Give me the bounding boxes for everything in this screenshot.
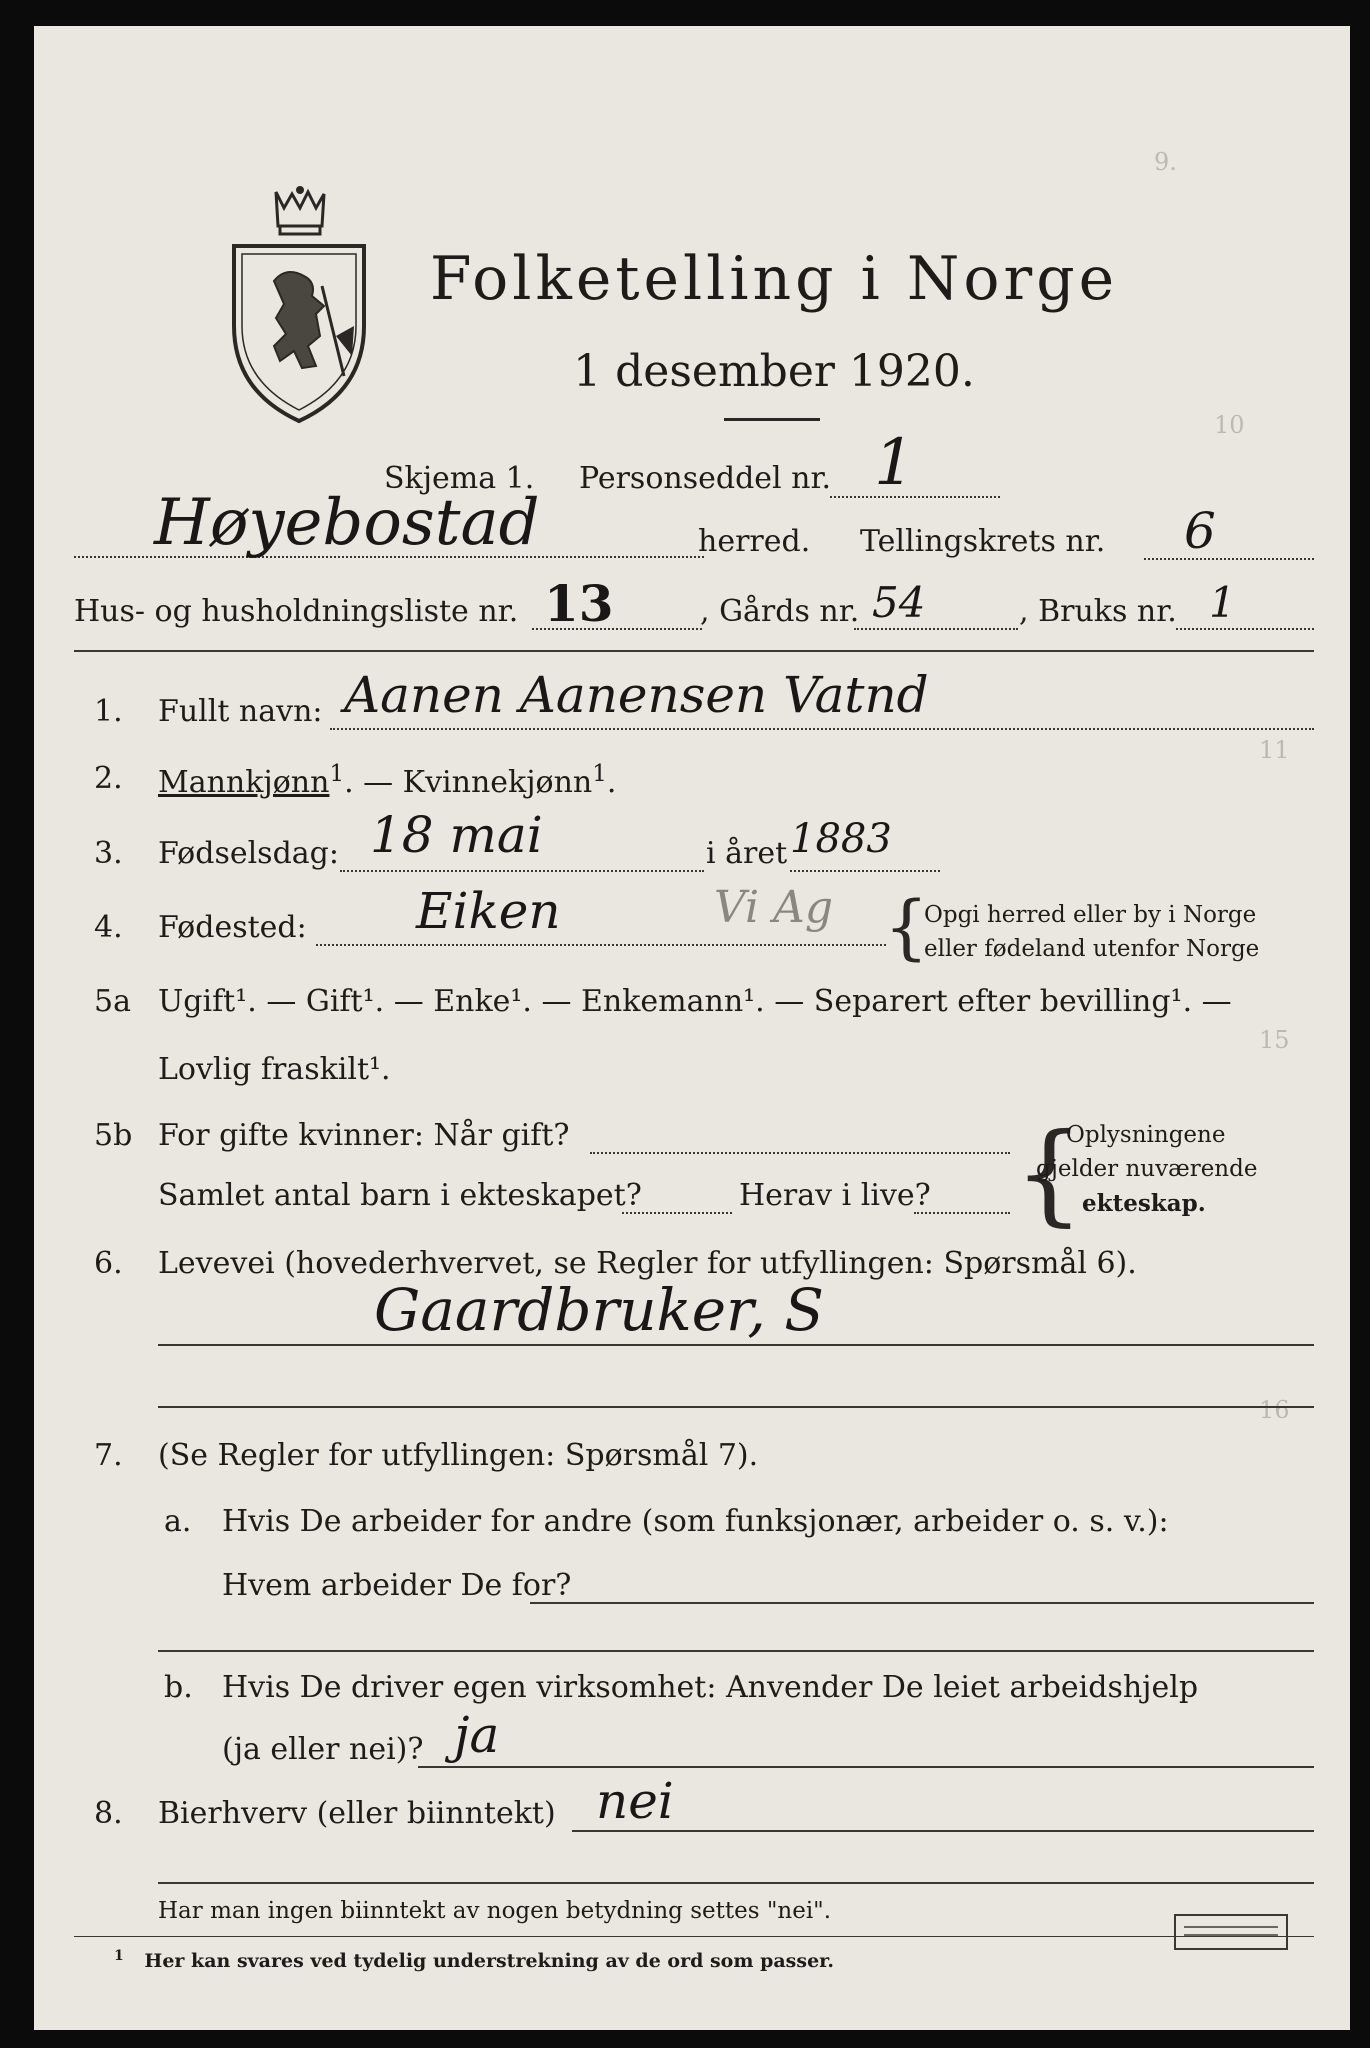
q3-year-value[interactable]: 1883 xyxy=(790,816,892,862)
q5b-when-married-field-line[interactable] xyxy=(590,1152,1010,1154)
bruks-value[interactable]: 1 xyxy=(1209,578,1236,627)
q8-field-line xyxy=(572,1830,1314,1832)
q2-options xyxy=(158,761,616,800)
q3-day-field-line xyxy=(340,870,704,872)
q4-number: 4. xyxy=(94,910,123,945)
q2-kvinnekjonn-option[interactable]: . — Kvinnekjønn xyxy=(344,765,593,800)
q8-value[interactable]: nei xyxy=(596,1772,674,1830)
bruks-field-line xyxy=(1176,628,1314,630)
q7-label: (Se Regler for utfyllingen: Spørsmål 7). xyxy=(158,1438,759,1473)
q4-annotation: Vi Ag xyxy=(714,882,834,933)
q8-field-line-2[interactable] xyxy=(158,1882,1314,1884)
bleed-through-text: 16 xyxy=(1259,1396,1290,1424)
q4-brace: { xyxy=(884,886,929,968)
q2-period: . xyxy=(606,765,617,800)
gards-value[interactable]: 54 xyxy=(872,578,926,627)
stamp-line xyxy=(1184,1934,1278,1936)
bruks-label: , Bruks nr. xyxy=(1019,594,1177,629)
q5b-brace: { xyxy=(1014,1109,1084,1237)
q3-birthday-value[interactable]: 18 mai xyxy=(370,806,543,864)
q5b-alive-field-line[interactable] xyxy=(914,1212,1010,1214)
q5a-options-line2[interactable]: Lovlig fraskilt¹. xyxy=(158,1052,391,1087)
q5b-note-line2: gjelder nuværende xyxy=(1036,1156,1258,1182)
gards-field-line xyxy=(854,628,1018,630)
bleed-through-text: 9. xyxy=(1154,148,1177,176)
q6-field-line xyxy=(158,1344,1314,1346)
q7a-field-line[interactable] xyxy=(530,1602,1314,1604)
q7a-field-line-2[interactable] xyxy=(158,1650,1314,1652)
q6-label: Levevei (hovederhvervet, se Regler for utfyllingen: Spørsmål 6). xyxy=(158,1246,1137,1281)
footnote-mark: 1 xyxy=(592,761,607,787)
section-separator xyxy=(74,650,1314,652)
q7b-letter: b. xyxy=(164,1670,193,1705)
q5a-number: 5a xyxy=(94,984,131,1019)
q3-year-field-line xyxy=(790,870,940,872)
personseddel-label: Personseddel nr. xyxy=(579,461,832,496)
footnote-mark: 1 xyxy=(329,761,345,787)
q3-label: Fødselsdag: xyxy=(158,836,339,871)
q7a-line1: Hvis De arbeider for andre (som funksjonær, arbeider o. s. v.): xyxy=(222,1504,1169,1539)
q4-field-line xyxy=(316,944,886,946)
q4-label: Fødested: xyxy=(158,910,307,945)
census-form-page xyxy=(34,26,1350,2030)
q4-birthplace-value[interactable]: Eiken xyxy=(416,882,561,940)
q1-field-line xyxy=(330,728,1314,730)
q7-number: 7. xyxy=(94,1438,123,1473)
footnote xyxy=(114,1948,834,1972)
bleed-through-text: 10 xyxy=(1214,411,1245,439)
husliste-label: Hus- og husholdningsliste nr. xyxy=(74,594,519,629)
footnote-text: Her kan svares ved tydelig understrekning av de ord som passer. xyxy=(144,1950,835,1973)
tellingskrets-label: Tellingskrets nr. xyxy=(860,524,1106,559)
tellingskrets-field-line xyxy=(1144,558,1314,560)
stamp-line xyxy=(1184,1926,1278,1928)
q5b-children-field-line[interactable] xyxy=(622,1212,732,1214)
q6-field-line-2[interactable] xyxy=(158,1406,1314,1408)
q7a-letter: a. xyxy=(164,1504,192,1539)
herred-label: herred. xyxy=(698,524,811,559)
husliste-value[interactable]: 13 xyxy=(544,574,614,633)
tellingskrets-value[interactable]: 6 xyxy=(1184,502,1216,560)
q5b-number: 5b xyxy=(94,1118,133,1153)
biinntekt-note: Har man ingen biinntekt av nogen betydning settes "nei". xyxy=(158,1898,832,1924)
printer-stamp-icon xyxy=(1174,1914,1288,1950)
q2-number: 2. xyxy=(94,761,123,796)
q4-note-line2: eller fødeland utenfor Norge xyxy=(924,936,1260,962)
q8-label: Bierhverv (eller biinntekt) xyxy=(158,1796,556,1831)
footnote-separator xyxy=(74,1936,1314,1937)
q7b-line2: (ja eller nei)? xyxy=(222,1732,424,1767)
q1-label: Fullt navn: xyxy=(158,694,323,729)
q5b-alive-label: Herav i live? xyxy=(739,1178,931,1213)
q5b-note-line1: Oplysningene xyxy=(1066,1122,1226,1148)
q8-number: 8. xyxy=(94,1796,123,1831)
gards-label: , Gårds nr. xyxy=(700,594,860,629)
q7b-line1: Hvis De driver egen virksomhet: Anvender De leiet arbeidshjelp xyxy=(222,1670,1199,1705)
title-divider xyxy=(724,418,820,421)
q5b-note-line3: ekteskap. xyxy=(1082,1190,1206,1217)
bleed-through-text: 11 xyxy=(1259,736,1290,764)
q1-full-name-value[interactable]: Aanen Aanensen Vatnd xyxy=(344,666,929,724)
q3-year-label: i året xyxy=(706,836,788,871)
herred-value[interactable]: Høyebostad xyxy=(154,486,540,560)
skjema-label: Skjema 1. xyxy=(384,461,535,496)
q3-number: 3. xyxy=(94,836,123,871)
q5b-when-married-label: For gifte kvinner: Når gift? xyxy=(158,1118,570,1153)
q4-note-line1: Opgi herred eller by i Norge xyxy=(924,902,1257,928)
q7b-field-line xyxy=(418,1766,1314,1768)
footnote-marker: 1 xyxy=(114,1948,124,1964)
q7a-line2: Hvem arbeider De for? xyxy=(222,1568,572,1603)
form-title: Folketelling i Norge xyxy=(429,244,1119,314)
q1-number: 1. xyxy=(94,694,123,729)
bleed-through-text: 15 xyxy=(1259,1026,1290,1054)
q7b-value[interactable]: ja xyxy=(454,1706,500,1764)
q5b-children-label: Samlet antal barn i ekteskapet? xyxy=(158,1178,642,1213)
q6-number: 6. xyxy=(94,1246,123,1281)
form-date: 1 desember 1920. xyxy=(573,346,975,397)
q2-mannkjonn-option[interactable]: Mannkjønn xyxy=(158,765,330,800)
personseddel-field-line xyxy=(830,496,1000,498)
q6-occupation-value[interactable]: Gaardbruker, S xyxy=(374,1276,824,1344)
q5a-options-line1[interactable]: Ugift¹. — Gift¹. — Enke¹. — Enkemann¹. — Separert efter bevilling¹. — xyxy=(158,984,1232,1019)
personseddel-value[interactable]: 1 xyxy=(874,426,915,500)
